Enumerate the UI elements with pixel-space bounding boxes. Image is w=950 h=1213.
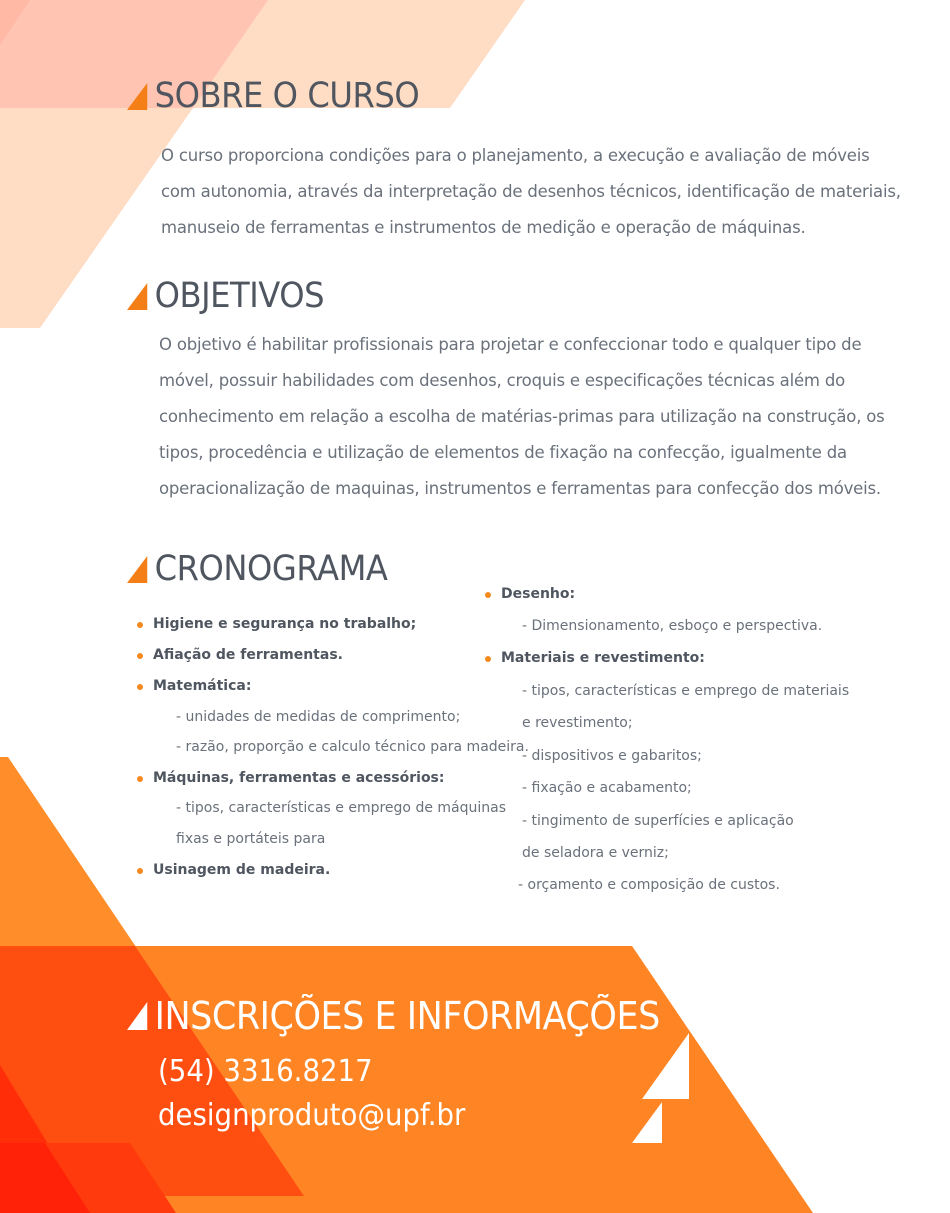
paragraph-line: com autonomia, através da interpretação de desenhos técnicos, identificação de materiais, — [161, 182, 901, 201]
paragraph-line: manuseio de ferramentas e instrumentos de medição e operação de máquinas. — [161, 218, 806, 237]
contact-email[interactable]: designproduto@upf.br — [158, 1098, 466, 1133]
paragraph-line: conhecimento em relação a escolha de matérias-primas para utilização na construção, os — [159, 407, 885, 426]
list-item: Materiais e revestimento: — [501, 650, 705, 666]
section-heading-sobre — [127, 76, 419, 116]
list-subitem: e revestimento; — [522, 715, 633, 731]
list-subitem: - unidades de medidas de comprimento; — [176, 709, 461, 725]
section-title: SOBRE O CURSO — [154, 76, 420, 116]
list-subitem: fixas e portáteis para — [176, 831, 326, 847]
paragraph-line: O objetivo é habilitar profissionais para projetar e confeccionar todo e qualquer tipo de — [159, 335, 862, 354]
list-item: Higiene e segurança no trabalho; — [153, 616, 417, 632]
objetivos-paragraph — [159, 327, 885, 507]
section-title: OBJETIVOS — [154, 276, 325, 316]
list-subitem: - fixação e acabamento; — [522, 780, 692, 796]
list-item: Desenho: — [501, 586, 576, 602]
list-subitem: - Dimensionamento, esboço e perspectiva. — [522, 618, 823, 634]
list-subitem: - tingimento de superfícies e aplicação — [522, 813, 794, 829]
paragraph-line: O curso proporciona condições para o planejamento, a execução e avaliação de móveis — [161, 146, 870, 165]
list-item: Máquinas, ferramentas e acessórios: — [153, 770, 445, 786]
heading-triangle-icon — [127, 1002, 147, 1030]
contact-phone[interactable]: (54) 3316.8217 — [158, 1054, 373, 1089]
list-subitem: - razão, proporção e calculo técnico para madeira. — [176, 739, 529, 755]
section-heading-cronograma — [127, 549, 388, 589]
heading-triangle-icon — [127, 283, 147, 310]
paragraph-line: operacionalização de maquinas, instrumentos e ferramentas para confecção dos móveis. — [159, 479, 881, 498]
list-subitem: - tipos, características e emprego de máquinas — [176, 800, 507, 816]
list-subitem: de seladora e verniz; — [522, 845, 669, 861]
list-item: Matemática: — [153, 678, 252, 694]
heading-triangle-icon — [127, 556, 147, 583]
list-item: Afiação de ferramentas. — [153, 647, 343, 663]
section-title: CRONOGRAMA — [154, 549, 388, 589]
list-subitem: - orçamento e composição de custos. — [518, 877, 780, 893]
list-subitem: - dispositivos e gabaritos; — [522, 748, 702, 764]
paragraph-line: móvel, possuir habilidades com desenhos, croquis e especificações técnicas além do — [159, 371, 845, 390]
sobre-paragraph — [161, 138, 901, 246]
section-heading-inscricoes — [127, 994, 660, 1038]
paragraph-line: tipos, procedência e utilização de elementos de fixação na confecção, igualmente da — [159, 443, 847, 462]
list-item: Usinagem de madeira. — [153, 862, 331, 878]
section-heading-objetivos — [127, 276, 324, 316]
section-title: INSCRIÇÕES E INFORMAÇÕES — [154, 994, 660, 1038]
list-subitem: - tipos, características e emprego de materiais — [522, 683, 850, 699]
heading-triangle-icon — [127, 83, 147, 110]
